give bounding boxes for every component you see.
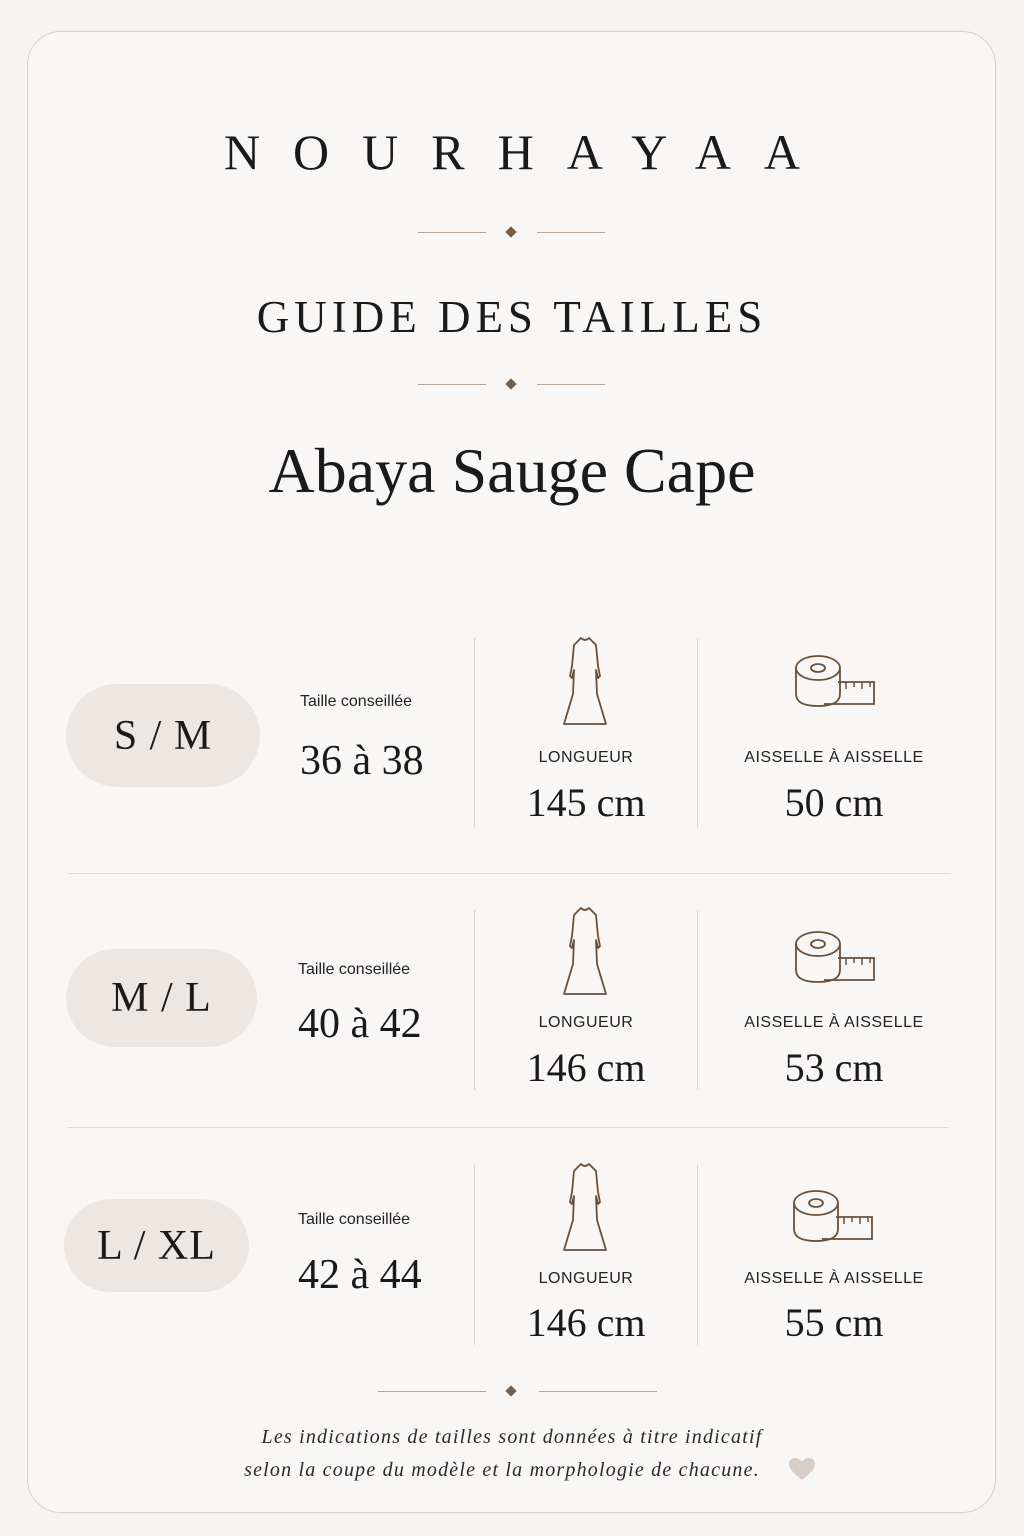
size-badge: S / M (66, 684, 260, 787)
row-divider (68, 1127, 948, 1128)
recommended-size-value: 42 à 44 (298, 1252, 422, 1298)
recommended-size-value: 36 à 38 (300, 738, 424, 784)
ornament-divider (0, 380, 1024, 390)
length-label: LONGUEUR (538, 749, 634, 766)
ornament-divider (0, 1387, 1024, 1397)
length-value: 146 cm (526, 1300, 646, 1345)
armpit-width-value: 55 cm (784, 1300, 884, 1345)
ornament-divider (0, 228, 1024, 238)
length-value: 145 cm (526, 780, 646, 825)
measuring-tape-icon (792, 1189, 876, 1245)
size-badge: L / XL (64, 1199, 249, 1292)
armpit-width-value: 50 cm (784, 780, 884, 825)
row-divider (68, 873, 951, 874)
product-name: Abaya Sauge Cape (268, 435, 756, 506)
footer-disclaimer-line-1: Les indications de tailles sont données à titre indicatif (261, 1426, 763, 1448)
size-badge: M / L (66, 949, 257, 1047)
dress-icon (560, 906, 610, 996)
brand-name: NOURHAYAA (223, 124, 834, 180)
footer-disclaimer-line-2: selon la coupe du modèle et la morphologie de chacune. (244, 1459, 760, 1481)
measuring-tape-icon (794, 930, 878, 986)
length-label: LONGUEUR (538, 1270, 634, 1287)
length-label: LONGUEUR (538, 1014, 634, 1031)
dress-icon (560, 636, 610, 726)
armpit-width-label: AISSELLE À AISSELLE (744, 1270, 924, 1287)
length-value: 146 cm (526, 1045, 646, 1090)
measuring-tape-icon (794, 654, 878, 710)
recommended-size-label: Taille conseillée (300, 693, 413, 710)
recommended-size-label: Taille conseillée (298, 1211, 411, 1228)
page-title: GUIDE DES TAILLES (256, 292, 768, 342)
armpit-width-value: 53 cm (784, 1045, 884, 1090)
armpit-width-label: AISSELLE À AISSELLE (744, 1014, 924, 1031)
recommended-size-label: Taille conseillée (298, 961, 411, 978)
recommended-size-value: 40 à 42 (298, 1001, 422, 1047)
heart-icon (788, 1457, 816, 1481)
armpit-width-label: AISSELLE À AISSELLE (744, 749, 924, 766)
dress-icon (560, 1162, 610, 1252)
